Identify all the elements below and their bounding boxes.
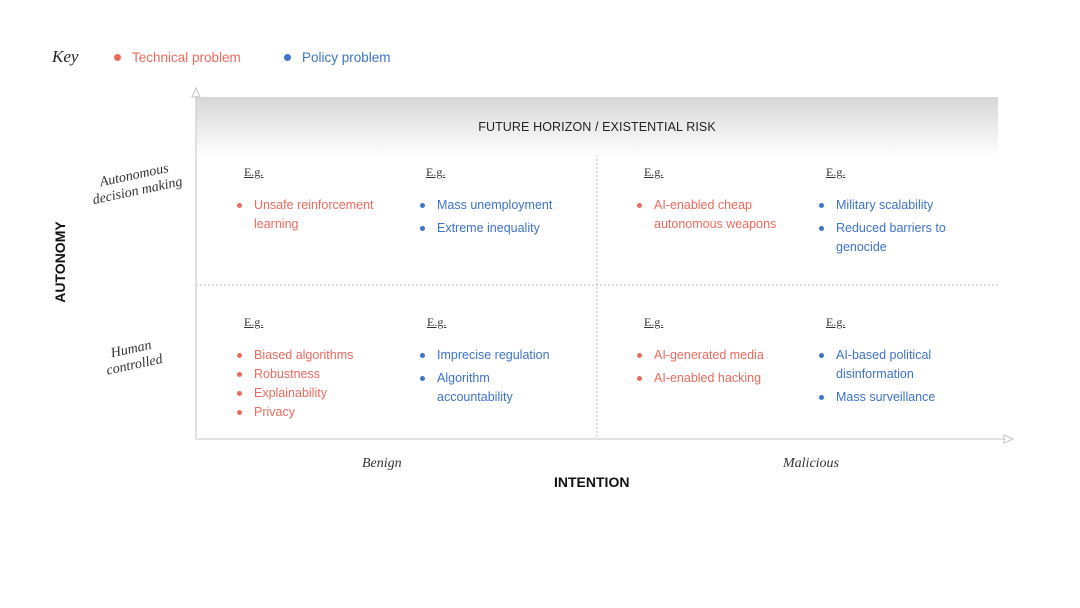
y-axis-arrow-icon [192, 88, 200, 97]
eg-label: E.g. [826, 165, 846, 179]
eg-label: E.g. [244, 315, 264, 329]
cell-autonomous-malicious-technical [637, 163, 797, 234]
list-item: Explainability [237, 384, 402, 403]
cell-autonomous-benign-policy [420, 163, 590, 242]
issue-list [237, 346, 402, 422]
issue-list [819, 346, 969, 407]
key-title: Key [52, 47, 79, 66]
list-item: Biased algorithms [237, 346, 402, 365]
issue-list [637, 196, 797, 234]
cell-autonomous-benign-technical [237, 163, 402, 238]
key-policy [284, 50, 391, 65]
list-item: Reduced barriers to genocide [819, 219, 979, 257]
eg-label: E.g. [427, 315, 447, 329]
column-label-malicious: Malicious [783, 456, 839, 471]
list-item: Extreme inequality [420, 219, 590, 238]
policy-dot-icon [284, 54, 291, 61]
list-item: AI-based political disinformation [819, 346, 969, 384]
list-item: Military scalability [819, 196, 979, 215]
column-label-benign: Benign [362, 456, 402, 471]
x-axis-arrow-icon [1004, 435, 1013, 443]
eg-label: E.g. [426, 165, 446, 179]
list-item: AI-generated media [637, 346, 797, 365]
cell-human-benign-technical [237, 313, 402, 422]
eg-label: E.g. [244, 165, 264, 179]
list-item: AI-enabled hacking [637, 369, 797, 388]
x-axis-label: INTENTION [554, 474, 630, 490]
issue-list [819, 196, 979, 257]
row-label-human-text: Human controlled [105, 338, 165, 379]
row-label-human [95, 335, 170, 381]
row-label-autonomous [80, 157, 192, 211]
list-item: Mass unemployment [420, 196, 590, 215]
issue-list [237, 196, 402, 234]
cell-human-malicious-technical [637, 313, 797, 392]
horizon-label: FUTURE HORIZON / EXISTENTIAL RISK [478, 120, 716, 134]
list-item: Privacy [237, 403, 402, 422]
list-item: Algorithm accountability [420, 369, 537, 407]
eg-label: E.g. [826, 315, 846, 329]
row-label-autonomous-text: Autonomous decision making [91, 161, 184, 209]
cell-human-malicious-policy [819, 313, 969, 407]
key-technical-label: Technical problem [132, 50, 241, 65]
eg-label: E.g. [644, 165, 664, 179]
issue-list [420, 196, 590, 238]
y-axis-label: AUTONOMY [52, 221, 68, 303]
issue-list [420, 346, 580, 407]
list-item: Unsafe reinforcement learning [237, 196, 402, 234]
list-item: AI-enabled cheap autonomous weapons [637, 196, 797, 234]
cell-autonomous-malicious-policy [819, 163, 979, 257]
list-item: Mass surveillance [819, 388, 969, 407]
key-policy-label: Policy problem [302, 50, 391, 65]
eg-label: E.g. [644, 315, 664, 329]
list-item: Robustness [237, 365, 402, 384]
list-item: Imprecise regulation [420, 346, 580, 365]
technical-dot-icon [114, 54, 121, 61]
key-technical [114, 50, 241, 65]
cell-human-benign-policy [420, 313, 580, 407]
issue-list [637, 346, 797, 388]
